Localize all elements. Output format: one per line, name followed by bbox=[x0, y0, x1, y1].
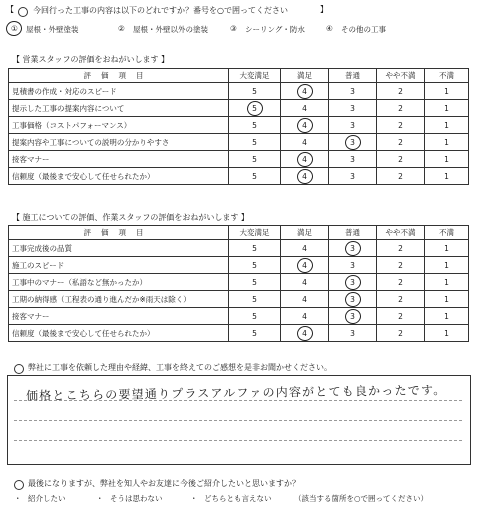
score-value: 5 bbox=[252, 154, 257, 164]
score-cell[interactable] bbox=[229, 325, 281, 342]
score-cell[interactable] bbox=[281, 274, 329, 291]
circled-score: 4 bbox=[302, 86, 307, 96]
score-cell[interactable] bbox=[425, 308, 469, 325]
score-cell[interactable] bbox=[329, 168, 377, 185]
referral-question: 最後になりますが、弊社を知人やお友達に今後ご紹介したいと思いますか？ bbox=[28, 479, 300, 488]
score-cell[interactable] bbox=[281, 291, 329, 308]
q1-bracket-open: 【 bbox=[6, 5, 14, 14]
score-value: 2 bbox=[398, 260, 403, 270]
score-cell[interactable] bbox=[229, 308, 281, 325]
table-header-cell: 不満 bbox=[425, 69, 469, 83]
score-value: 5 bbox=[252, 243, 257, 253]
table-header-cell: 普通 bbox=[329, 69, 377, 83]
table-row bbox=[9, 134, 469, 151]
table-row bbox=[9, 83, 469, 100]
score-cell[interactable] bbox=[229, 151, 281, 168]
score-cell[interactable] bbox=[281, 257, 329, 274]
score-cell[interactable] bbox=[329, 291, 377, 308]
referral-option-3[interactable]: どちらとも言えない bbox=[204, 494, 272, 503]
score-cell[interactable] bbox=[229, 83, 281, 100]
circle-bullet-icon bbox=[18, 7, 28, 17]
score-cell[interactable] bbox=[377, 151, 425, 168]
score-value: 3 bbox=[350, 260, 355, 270]
score-cell[interactable] bbox=[281, 168, 329, 185]
evaluation-item: 工事価格（コストパフォーマンス） bbox=[9, 117, 229, 134]
score-cell[interactable] bbox=[377, 240, 425, 257]
score-value: 4 bbox=[302, 243, 307, 253]
score-cell[interactable] bbox=[229, 291, 281, 308]
score-cell[interactable] bbox=[425, 274, 469, 291]
score-cell[interactable] bbox=[425, 168, 469, 185]
score-value: 5 bbox=[252, 294, 257, 304]
score-value: 1 bbox=[444, 137, 449, 147]
score-cell[interactable] bbox=[229, 274, 281, 291]
circled-score: 5 bbox=[252, 103, 257, 113]
score-cell[interactable] bbox=[329, 134, 377, 151]
score-value: 1 bbox=[444, 154, 449, 164]
q1-option-2-label: 屋根・外壁以外の塗装 bbox=[133, 25, 208, 34]
score-cell[interactable] bbox=[281, 134, 329, 151]
q1-option-1-label: 屋根・外壁塗装 bbox=[26, 25, 79, 34]
score-cell[interactable] bbox=[281, 240, 329, 257]
score-cell[interactable] bbox=[377, 134, 425, 151]
score-value: 2 bbox=[398, 328, 403, 338]
score-cell[interactable] bbox=[229, 168, 281, 185]
q1-question: 今回行った工事の内容は以下のどれですか？番号を○で囲ってください bbox=[33, 6, 288, 15]
comment-line bbox=[14, 420, 462, 421]
bullet-icon: ・ bbox=[14, 494, 22, 503]
score-cell[interactable] bbox=[425, 291, 469, 308]
score-value: 2 bbox=[398, 243, 403, 253]
evaluation-item: 見積書の作成・対応のスピード bbox=[9, 83, 229, 100]
handwritten-comment: 価格とこちらの要望通りプラスアルファの内容がとても良かったです。 bbox=[25, 383, 447, 403]
table-header-cell: やや不満 bbox=[377, 226, 425, 240]
score-cell[interactable] bbox=[329, 240, 377, 257]
score-value: 3 bbox=[350, 328, 355, 338]
table-header-cell: 普通 bbox=[329, 226, 377, 240]
score-value: 3 bbox=[350, 154, 355, 164]
q1-option-4-label: その他の工事 bbox=[341, 25, 386, 34]
score-value: 2 bbox=[398, 311, 403, 321]
score-value: 4 bbox=[302, 103, 307, 113]
score-value: 4 bbox=[302, 311, 307, 321]
evaluation-item: 工期の納得感（工程表の通り進んだか※雨天は除く） bbox=[9, 291, 229, 308]
table-row bbox=[9, 291, 469, 308]
circled-score: 3 bbox=[350, 311, 355, 321]
q1-option-3-label: シーリング・防水 bbox=[245, 25, 305, 34]
score-value: 5 bbox=[252, 120, 257, 130]
score-cell[interactable] bbox=[329, 274, 377, 291]
circled-score: 3 bbox=[350, 243, 355, 253]
score-value: 5 bbox=[252, 171, 257, 181]
evaluation-item: 提案内容や工事についての説明の分かりやすさ bbox=[9, 134, 229, 151]
table-header-cell: 評価項目 bbox=[9, 226, 229, 240]
score-cell[interactable] bbox=[229, 100, 281, 117]
score-cell[interactable] bbox=[281, 83, 329, 100]
score-value: 2 bbox=[398, 120, 403, 130]
table-row bbox=[9, 117, 469, 134]
score-value: 2 bbox=[398, 137, 403, 147]
score-cell[interactable] bbox=[425, 151, 469, 168]
score-cell[interactable] bbox=[377, 257, 425, 274]
score-value: 1 bbox=[444, 260, 449, 270]
evaluation-item: 接客マナー bbox=[9, 151, 229, 168]
score-value: 5 bbox=[252, 137, 257, 147]
evaluation-item: 工事中のマナー（私語など無かったか） bbox=[9, 274, 229, 291]
circled-score: 4 bbox=[302, 328, 307, 338]
score-cell[interactable] bbox=[281, 100, 329, 117]
table-header-cell: 満足 bbox=[281, 226, 329, 240]
score-cell[interactable] bbox=[329, 83, 377, 100]
table-row bbox=[9, 100, 469, 117]
circled-score: 4 bbox=[302, 171, 307, 181]
score-value: 2 bbox=[398, 171, 403, 181]
referral-option-1[interactable]: 紹介したい bbox=[28, 494, 66, 503]
circled-score: 3 bbox=[350, 137, 355, 147]
score-cell[interactable] bbox=[377, 325, 425, 342]
score-cell[interactable] bbox=[377, 308, 425, 325]
score-value: 4 bbox=[302, 294, 307, 304]
evaluation-item: 信頼度（最後まで安心して任せられたか） bbox=[9, 325, 229, 342]
score-cell[interactable] bbox=[329, 100, 377, 117]
score-cell[interactable] bbox=[329, 325, 377, 342]
score-cell[interactable] bbox=[229, 257, 281, 274]
score-value: 1 bbox=[444, 311, 449, 321]
score-value: 3 bbox=[350, 86, 355, 96]
table-header-row bbox=[9, 226, 469, 240]
score-value: 1 bbox=[444, 103, 449, 113]
score-value: 4 bbox=[302, 277, 307, 287]
score-value: 5 bbox=[252, 260, 257, 270]
table-header-cell: やや不満 bbox=[377, 69, 425, 83]
score-value: 1 bbox=[444, 171, 449, 181]
score-cell[interactable] bbox=[377, 274, 425, 291]
score-cell[interactable] bbox=[329, 151, 377, 168]
table-header-cell: 大変満足 bbox=[229, 69, 281, 83]
score-value: 1 bbox=[444, 277, 449, 287]
circled-score: 3 bbox=[350, 294, 355, 304]
score-cell[interactable] bbox=[377, 168, 425, 185]
evaluation-item: 工事完成後の品質 bbox=[9, 240, 229, 257]
score-cell[interactable] bbox=[377, 100, 425, 117]
score-cell[interactable] bbox=[329, 308, 377, 325]
circle-bullet-icon bbox=[14, 480, 24, 490]
referral-note: （該当する箇所を○で囲ってください） bbox=[294, 494, 429, 503]
score-cell[interactable] bbox=[425, 100, 469, 117]
q1-option-2[interactable]: ② bbox=[118, 24, 125, 33]
score-value: 1 bbox=[444, 86, 449, 96]
sales-section-title: 【 営業スタッフの評価をおねがいします 】 bbox=[12, 55, 170, 64]
score-cell[interactable] bbox=[425, 134, 469, 151]
score-value: 5 bbox=[252, 86, 257, 96]
score-cell[interactable] bbox=[377, 117, 425, 134]
score-cell[interactable] bbox=[281, 117, 329, 134]
score-value: 3 bbox=[350, 171, 355, 181]
score-value: 5 bbox=[252, 277, 257, 287]
sales-evaluation-table bbox=[8, 68, 469, 185]
table-row bbox=[9, 274, 469, 291]
table-row bbox=[9, 308, 469, 325]
score-cell[interactable] bbox=[229, 134, 281, 151]
evaluation-item: 接客マナー bbox=[9, 308, 229, 325]
table-row bbox=[9, 240, 469, 257]
table-row bbox=[9, 151, 469, 168]
referral-option-2[interactable]: そうは思わない bbox=[110, 494, 163, 503]
table-header-cell: 不満 bbox=[425, 226, 469, 240]
score-value: 5 bbox=[252, 328, 257, 338]
q1-option-3[interactable]: ③ bbox=[230, 24, 237, 33]
bullet-icon: ・ bbox=[190, 494, 198, 503]
circled-score: 4 bbox=[302, 120, 307, 130]
score-value: 1 bbox=[444, 120, 449, 130]
score-cell[interactable] bbox=[229, 117, 281, 134]
q1-option-1[interactable]: ① bbox=[11, 24, 18, 33]
score-value: 2 bbox=[398, 86, 403, 96]
score-value: 2 bbox=[398, 154, 403, 164]
reason-question: 弊社に工事を依頼した理由や経緯、工事を終えてのご感想を是非お聞かせください。 bbox=[28, 363, 332, 372]
score-value: 1 bbox=[444, 328, 449, 338]
score-cell[interactable] bbox=[229, 240, 281, 257]
score-cell[interactable] bbox=[377, 291, 425, 308]
score-cell[interactable] bbox=[281, 308, 329, 325]
score-cell[interactable] bbox=[425, 83, 469, 100]
evaluation-item: 施工のスピード bbox=[9, 257, 229, 274]
score-cell[interactable] bbox=[425, 117, 469, 134]
circle-bullet-icon bbox=[14, 364, 24, 374]
score-value: 2 bbox=[398, 294, 403, 304]
score-cell[interactable] bbox=[281, 325, 329, 342]
score-value: 1 bbox=[444, 294, 449, 304]
q1-option-4[interactable]: ④ bbox=[326, 24, 333, 33]
comment-line bbox=[14, 440, 462, 441]
work-section-title: 【 施工についての評価、作業スタッフの評価をおねがいします 】 bbox=[12, 213, 249, 222]
circled-score: 4 bbox=[302, 260, 307, 270]
score-value: 5 bbox=[252, 311, 257, 321]
table-header-cell: 満足 bbox=[281, 69, 329, 83]
score-value: 3 bbox=[350, 120, 355, 130]
score-cell[interactable] bbox=[425, 240, 469, 257]
table-header-cell: 評価項目 bbox=[9, 69, 229, 83]
score-cell[interactable] bbox=[281, 151, 329, 168]
score-cell[interactable] bbox=[425, 325, 469, 342]
table-row bbox=[9, 325, 469, 342]
score-cell[interactable] bbox=[329, 257, 377, 274]
table-header-row bbox=[9, 69, 469, 83]
evaluation-item: 提示した工事の提案内容について bbox=[9, 100, 229, 117]
circled-score: 3 bbox=[350, 277, 355, 287]
score-cell[interactable] bbox=[425, 257, 469, 274]
bullet-icon: ・ bbox=[96, 494, 104, 503]
evaluation-item: 信頼度（最後まで安心して任せられたか） bbox=[9, 168, 229, 185]
score-cell[interactable] bbox=[329, 117, 377, 134]
score-cell[interactable] bbox=[377, 83, 425, 100]
score-value: 4 bbox=[302, 137, 307, 147]
table-header-cell: 大変満足 bbox=[229, 226, 281, 240]
q1-options bbox=[8, 22, 468, 36]
score-value: 2 bbox=[398, 277, 403, 287]
score-value: 2 bbox=[398, 103, 403, 113]
score-value: 3 bbox=[350, 103, 355, 113]
referral-options bbox=[8, 492, 473, 506]
table-row bbox=[9, 257, 469, 274]
score-value: 1 bbox=[444, 243, 449, 253]
table-row bbox=[9, 168, 469, 185]
circled-score: 4 bbox=[302, 154, 307, 164]
q1-bracket-close: 】 bbox=[320, 5, 328, 14]
work-evaluation-table bbox=[8, 225, 469, 342]
